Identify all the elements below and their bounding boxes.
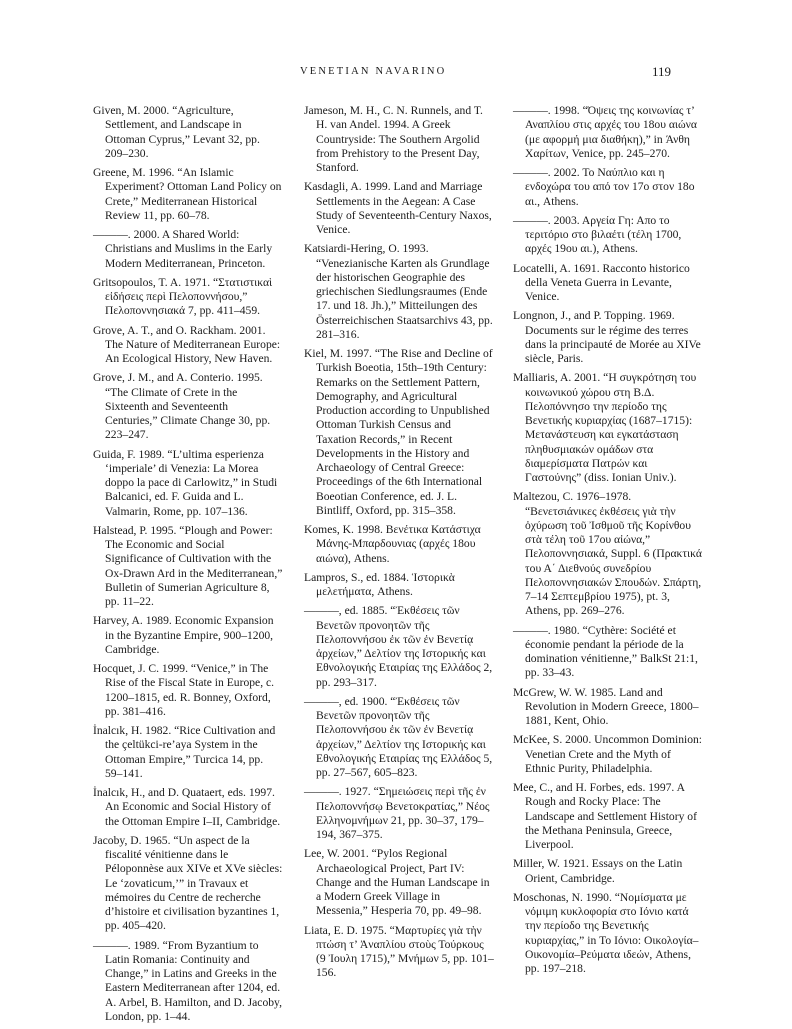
bibliography-entry: Hocquet, J. C. 1999. “Venice,” in The Rise of the Fiscal State in Europe, c. 1200–1815, ed. R. Bonney, Oxford, pp. 381–416. [93,662,275,718]
bibliography-entry: Longnon, J., and P. Topping. 1969. Documents sur le régime des terres dans la principauté de Morée au XIVe siècle, Paris. [513,309,701,365]
bibliography-entry: Moschonas, N. 1990. “Νομίσματα με νόμιμη κυκλοφορία στο Ιόνιο κατά την περίοδο της Βενετικής κυριαρχίας,” in Το Ιόνιο: Οικολογία–Οικονομία–Ρεύματα ιδεών, Athens, pp. 197–218. [513,890,699,975]
bibliography-entry: ———, ed. 1900. “Ἐκθέσεις τῶν Βενετῶν προνοητῶν τῆς Πελοποννήσου ἐκ τῶν ἐν Βενετίᾳ ἀρχείων,” Δελτίον της Ιστορικής και Εθνολογικής Εταιρίας της Ελλάδος 5, pp. 27–567, 605–823. [304,694,493,779]
bibliography-entry: Gritsopoulos, T. A. 1971. “Στατιστικαὶ εἰδήσεις περὶ Πελοποννήσου,” Πελοποννησιακά 7, pp. 411–459. [93,275,273,318]
bibliography-entry: Maltezou, C. 1976–1978. “Βενετσιάνικες ἐκθέσεις γιὰ τὴν ὀχύρωση τοῦ Ἰσθμοῦ τῆς Κορίνθου στὰ τέλη τοῦ 17ου αἰώνα,” Πελοποννησιακά, Suppl. 6 (Πρακτικά του Α΄ Διεθνούς συνεδρίου Πελοποννησιακών Σπουδών. Σπάρτη, 7–14 Σεπτεμβρίου 1975), pt. 3, Athens, pp. 269–276. [513,490,702,618]
bibliography-entry: McGrew, W. W. 1985. Land and Revolution in Modern Greece, 1800–1881, Kent, Ohio. [513,685,699,727]
bibliography-column-2 [304,104,494,986]
bibliography-entry: Kiel, M. 1997. “The Rise and Decline of Turkish Boeotia, 15th–19th Century: Remarks on the Settlement Pattern, Demography, and Agricultural Production according to Unpublished Ottoman Turkish Census and Taxation Records,” in Recent Developments in the History and Archaeology of Central Greece: Proceedings of the 6th International Boeotian Conference, ed. J. L. Bintliff, Oxford, pp. 315–358. [304,347,493,517]
bibliography-entry: ———. 1998. “Όψεις της κοινωνίας τ’ Αναπλίου στις αρχές του 18ου αιώνα (με αφορμή μια διαθήκη),” in Άνθη Χαρίτων, Venice, pp. 245–270. [513,104,698,160]
bibliography-entry: Locatelli, A. 1691. Racconto historico della Veneta Guerra in Levante, Venice. [513,261,690,303]
bibliography-entry: ———. 2000. A Shared World: Christians and Muslims in the Early Modern Mediterranean, Princeton. [93,228,273,270]
bibliography-entry: McKee, S. 2000. Uncommon Dominion: Venetian Crete and the Myth of Ethnic Purity, Philadelphia. [513,733,703,775]
bibliography-entry: ———. 1927. “Σημειώσεις περὶ τῆς ἐν Πελοποννήσῳ Βενετοκρατίας,” Νέος Ελληνομνήμων 21, pp. 30–37, 179–194, 367–375. [304,785,490,841]
bibliography-entry: Liata, E. D. 1975. “Μαρτυρίες γιὰ τὴν πτώση τ’ Ἀναπλίου στοὺς Τούρκους (9 Ἰουλη 1715),” Μνήμων 5, pp. 101–156. [304,923,494,980]
bibliography-entry: Grove, J. M., and A. Conterio. 1995. “The Climate of Crete in the Sixteenth and Seventeenth Centuries,” Climate Change 30, pp. 223–247. [93,371,271,442]
bibliography-entry: Miller, W. 1921. Essays on the Latin Orient, Cambridge. [513,857,683,885]
bibliography-entry: Halstead, P. 1995. “Plough and Power: The Economic and Social Significance of Cultivation with the Ox-Drawn Ard in the Mediterranean,” Bulletin of Sumerian Agriculture 8, pp. 11–22. [93,523,283,608]
bibliography-entry: ———, ed. 1885. “Ἐκθέσεις τῶν Βενετῶν προνοητῶν τῆς Πελοποννήσου ἐκ τῶν ἐν Βενετίᾳ ἀρχείων,” Δελτίον της Ιστορικής και Εθνολογικής Εταιρίας της Ελλάδος 2, pp. 293–317. [304,604,493,689]
bibliography-entry: Lampros, S., ed. 1884. Ἱστορικὰ μελετήματα, Athens. [304,570,455,598]
bibliography-entry: ———. 2002. Το Ναύπλιο και η ενδοχώρα του από τον 17ο στον 18ο αι., Athens. [513,166,695,208]
bibliography-entry: Mee, C., and H. Forbes, eds. 1997. A Rough and Rocky Place: The Landscape and Settlement History of the Methana Peninsula, Greece, Liverpool. [513,781,697,851]
bibliography-entry: Lee, W. 2001. “Pylos Regional Archaeological Project, Part IV: Change and the Human Landscape in a Modern Greek Village in Messenia,” Hesperia 70, pp. 49–98. [304,847,490,918]
bibliography-entry: ———. 1989. “From Byzantium to Latin Romania: Continuity and Change,” in Latins and Greeks in the Eastern Mediterranean after 1204, ed. A. Arbel, B. Hamilton, and D. Jacoby, London, pp. 1–44. [93,938,282,1023]
bibliography-entry: Grove, A. T., and O. Rackham. 2001. The Nature of Mediterranean Europe: An Ecological History, New Haven. [93,323,281,365]
page-number: 119 [652,64,672,79]
bibliography-entry: Katsiardi-Hering, O. 1993. “Venezianische Karten als Grundlage der historischen Geographie des griechischen Siedlungsraumes (Ende 17. und 18. Jh.),” Mitteilungen des Österreichischen Staatsarchivs 43, pp. 281–316. [304,242,493,341]
bibliography-entry: Harvey, A. 1989. Economic Expansion in the Byzantine Empire, 900–1200, Cambridge. [93,614,274,656]
bibliography-entry: ———. 2003. Αργεία Γη: Απο το τεριτόριο στο βιλαέτι (τέλη 1700, αρχές 19ου αι.), Athens. [513,213,682,256]
bibliography-entry: Jacoby, D. 1965. “Un aspect de la fiscalité vénitienne dans le Péloponnèse aux XIVe et XVe siècles: Le ‘zovaticum,’” in Travaux et mémoires du Centre de recherche d’histoire et civilisation byzantines 1, pp. 405–420. [93,833,283,933]
bibliography-entry: ———. 1980. “Cythère: Société et économie pendant la période de la domination vénitienne,” BalkSt 21:1, pp. 33–43. [513,623,698,680]
bibliography-entry: Guida, F. 1989. “L’ultima esperienza ‘imperiale’ di Venezia: La Morea doppo la pace di Carlowitz,” in Studi Balcanici, ed. F. Guida and L. Valmarin, Rome, pp. 107–136. [93,447,278,518]
bibliography-column-3 [513,104,703,981]
bibliography-column-1 [93,104,283,1029]
bibliography-entry: İnalcık, H. 1982. “Rice Cultivation and the çeltükci-re’aya System in the Ottoman Empire,” Turcica 14, pp. 59–141. [93,724,276,780]
bibliography-entry: Greene, M. 1996. “An Islamic Experiment? Ottoman Land Policy on Crete,” Mediterranean Historical Review 11, pp. 60–78. [93,166,282,222]
bibliography-entry: Komes, K. 1998. Βενέτικα Κατάστιχα Μάνης-Μπαρδουνιας (αρχές 18ου αιώνα), Athens. [304,523,481,565]
bibliography-entry: Given, M. 2000. “Agriculture, Settlement, and Landscape in Ottoman Cyprus,” Levant 32, pp. 209–230. [93,104,260,160]
bibliography-entry: İnalcık, H., and D. Quataert, eds. 1997. An Economic and Social History of the Ottoman Empire I–II, Cambridge. [93,786,281,828]
bibliography-entry: Jameson, M. H., C. N. Runnels, and T. H. van Andel. 1994. A Greek Countryside: The Southern Argolid from Prehistory to the Present Day, Stanford. [304,104,483,174]
bibliography-entry: Malliaris, A. 2001. “Η συγκρότηση του κοινωνικού χώρου στη Β.Δ. Πελοπόννησο την περίοδο της Βενετικής κυριαρχίας (1687–1715): Μετανάστευση και εγκατάσταση πληθυσμιακών ομάδων στα διαμερίσματα Πατρών και Γαστούνης” (diss. Ionian Univ.). [513,371,697,484]
running-head: VENETIAN NAVARINO [300,66,447,77]
bibliography-entry: Kasdagli, A. 1999. Land and Marriage Settlements in the Aegean: A Case Study of Seventeenth-Century Naxos, Venice. [304,180,492,236]
